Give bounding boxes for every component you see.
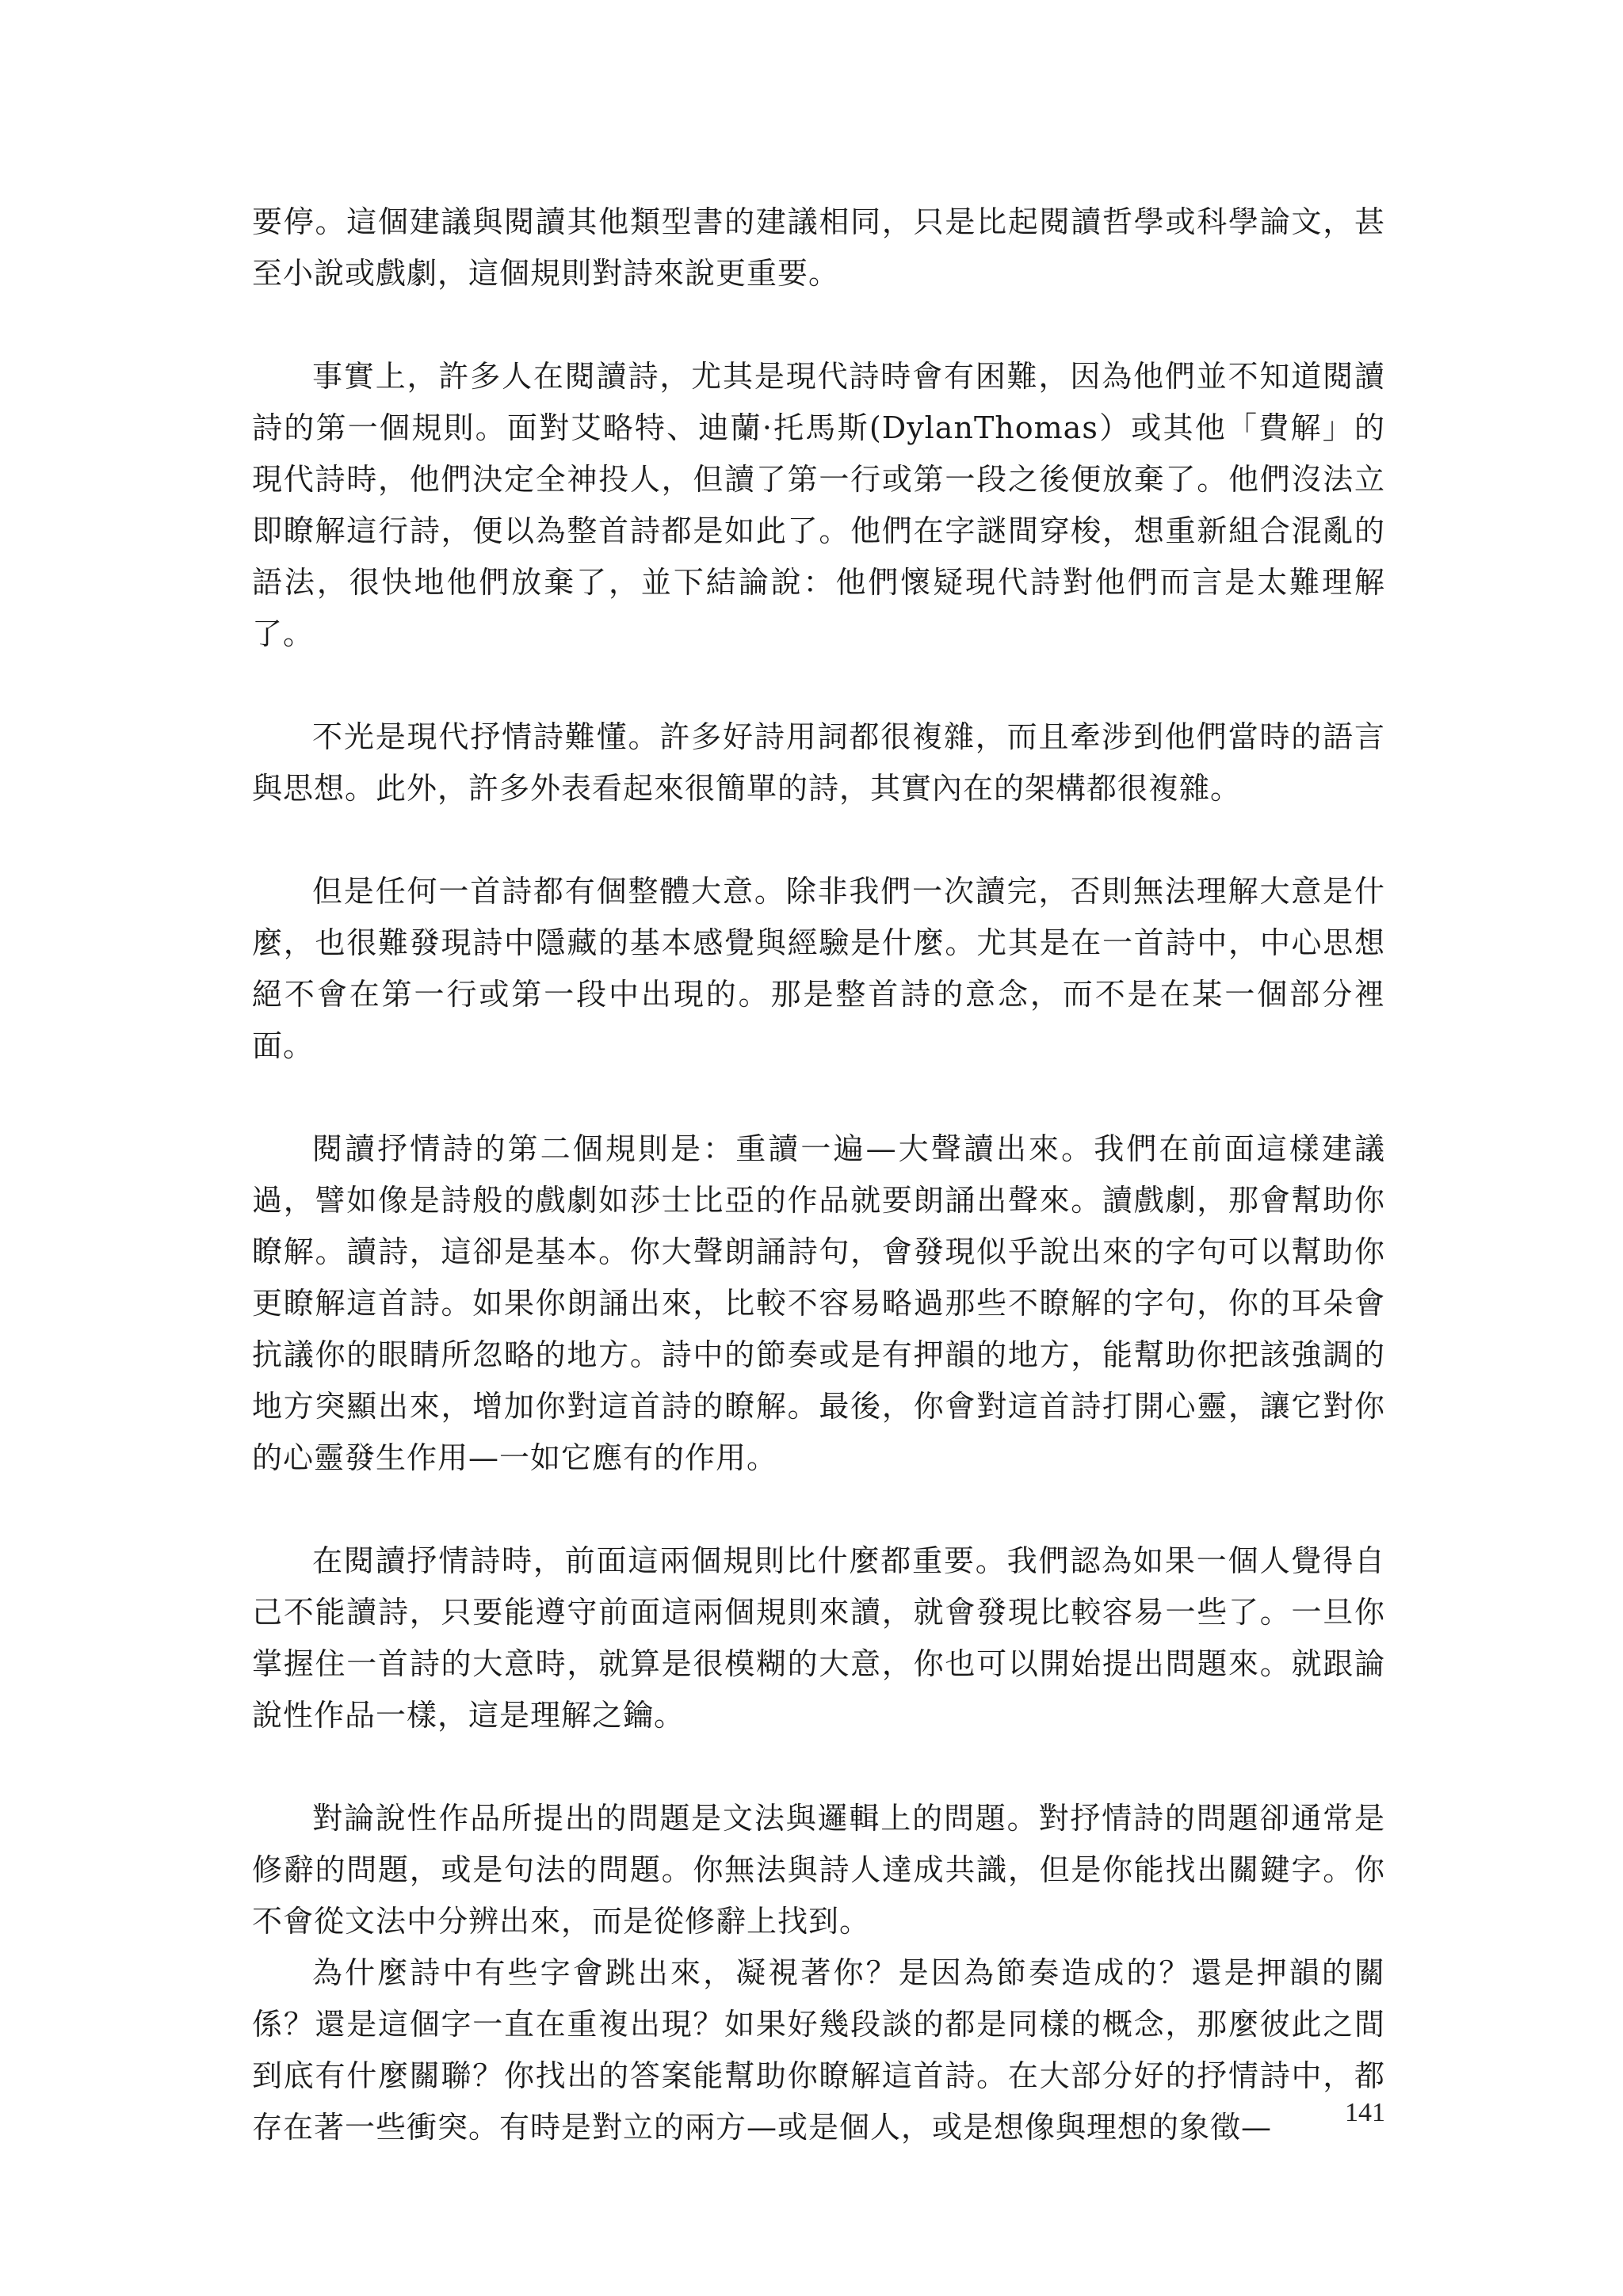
paragraph-5: 閱讀抒情詩的第二個規則是：重讀一遍—大聲讀出來。我們在前面這樣建議過，譬如像是詩般的戲劇如莎士比亞的作品就要朗誦出聲來。讀戲劇，那會幫助你瞭解。讀詩，這卻是基本。你大聲朗誦詩句，會發現似乎說出來的字句可以幫助你更瞭解這首詩。如果你朗誦出來，比較不容易略過那些不瞭解的字句，你的耳朵會抗議你的眼睛所忽略的地方。詩中的節奏或是有押韻的地方，能幫助你把該強調的地方突顯出來，增加你對這首詩的瞭解。最後，你會對這首詩打開心靈，讓它對你的心靈發生作用—一如它應有的作用。 [252, 1131, 1385, 1475]
paragraph-4: 但是任何一首詩都有個整體大意。除非我們一次讀完，否則無法理解大意是什麼，也很難發現詩中隱藏的基本感覺與經驗是什麼。尤其是在一首詩中，中心思想絕不會在第一行或第一段中出現的。那是整首詩的意念，而不是在某一個部分裡面。 [252, 874, 1385, 1063]
paragraph-3: 不光是現代抒情詩難懂。許多好詩用詞都很複雜，而且牽涉到他們當時的語言與思想。此外，許多外表看起來很簡單的詩，其實內在的架構都很複雜。 [252, 719, 1385, 806]
body-text [252, 196, 1385, 2153]
paragraph-6: 在閱讀抒情詩時，前面這兩個規則比什麼都重要。我們認為如果一個人覺得自己不能讀詩，只要能遵守前面這兩個規則來讀，就會發現比較容易一些了。一旦你掌握住一首詩的大意時，就算是很模糊的大意，你也可以開始提出問題來。就跟論說性作品一樣，這是理解之鑰。 [252, 1543, 1385, 1733]
paragraph-7: 對論說性作品所提出的問題是文法與邏輯上的問題。對抒情詩的問題卻通常是修辭的問題，或是句法的問題。你無法與詩人達成共識，但是你能找出關鍵字。你不會從文法中分辨出來，而是從修辭上找到。 [252, 1801, 1385, 1939]
paragraph-1: 要停。這個建議與閱讀其他類型書的建議相同，只是比起閱讀哲學或科學論文，甚至小說或戲劇，這個規則對詩來說更重要。 [252, 204, 1385, 291]
page-number: 141 [1345, 2098, 1385, 2127]
paragraph-2: 事實上，許多人在閱讀詩，尤其是現代詩時會有困難，因為他們並不知道閱讀詩的第一個規則。面對艾略特、迪蘭·托馬斯(DylanThomas）或其他「費解」的現代詩時，他們決定全神投人，但讀了第一行或第一段之後便放棄了。他們沒法立即瞭解這行詩，便以為整首詩都是如此了。他們在字謎間穿梭，想重新組合混亂的語法，很快地他們放棄了，並下結論說：他們懷疑現代詩對他們而言是太難理解了。 [252, 359, 1385, 651]
paragraph-8: 為什麼詩中有些字會跳出來，凝視著你？是因為節奏造成的？還是押韻的關係？還是這個字一直在重複出現？如果好幾段談的都是同樣的概念，那麼彼此之間到底有什麼關聯？你找出的答案能幫助你瞭解這首詩。在大部分好的抒情詩中，都存在著一些衝突。有時是對立的兩方—或是個人，或是想像與理想的象徵— [252, 1955, 1385, 2145]
